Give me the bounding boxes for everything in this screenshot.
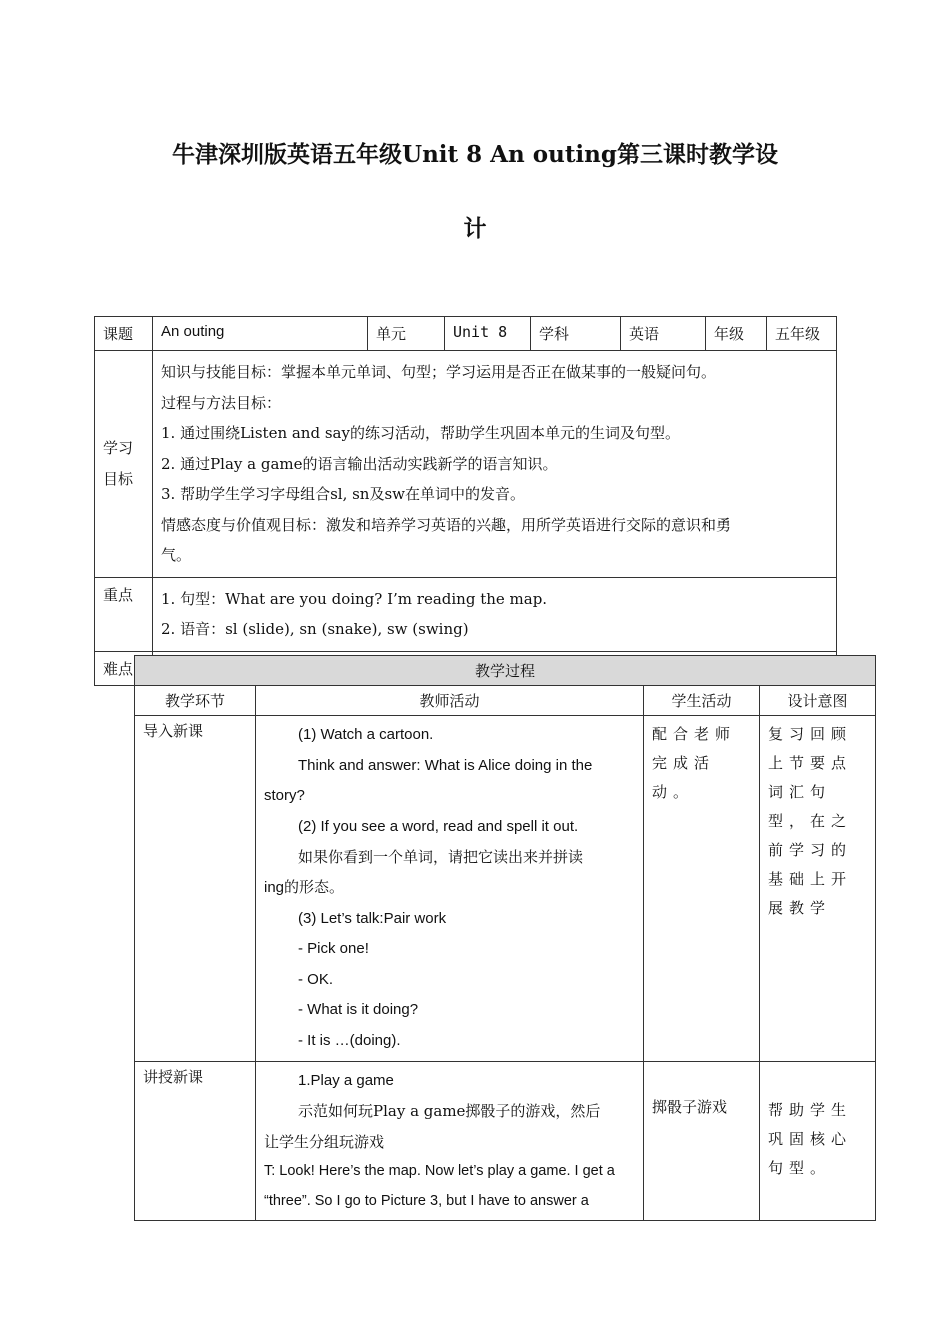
design-intent-cell: 帮助学生巩固核心句型。	[760, 1061, 876, 1221]
goals-label-line-2: 目标	[103, 469, 134, 488]
difficulty-label: 难点	[95, 651, 153, 685]
subject-label: 学科	[531, 317, 621, 351]
goals-label-line-1: 学习	[103, 439, 134, 458]
grade-label: 年级	[706, 317, 767, 351]
unit-label: 单元	[368, 317, 445, 351]
goal-line: 过程与方法目标：	[161, 393, 282, 412]
document-title-line-1: 牛津深圳版英语五年级Unit 8 An outing第三课时教学设	[172, 141, 778, 168]
goal-line: 知识与技能目标：掌握本单元单词、句型；学习运用是否正在做某事的一般疑问句。	[161, 363, 717, 381]
teaching-process-table	[134, 655, 876, 1221]
goals-label	[95, 351, 153, 578]
key-points-content	[153, 577, 837, 651]
lesson-info-table	[94, 316, 837, 686]
teacher-line: “three”. So I go to Picture 3, but I have to answer a	[264, 1192, 589, 1209]
teacher-line: 1.Play a game	[298, 1071, 394, 1089]
goal-line: 情感态度与价值观目标：激发和培养学习英语的兴趣，用所学英语进行交际的意识和勇	[161, 515, 732, 534]
goal-line: 2. 通过Play a game的语言输出活动实践新学的语言知识。	[161, 454, 558, 473]
teacher-line: (1) Watch a cartoon.	[298, 726, 434, 743]
subject-value: 英语	[621, 317, 706, 351]
teacher-line: story?	[264, 787, 305, 805]
teacher-line: 让学生分组玩游戏	[264, 1132, 385, 1151]
topic-value: An outing	[153, 317, 368, 351]
key-points-label: 重点	[95, 577, 153, 651]
unit-value: Unit 8	[445, 317, 531, 351]
teacher-line: 示范如何玩Play a game掷骰子的游戏，然后	[298, 1102, 601, 1121]
teacher-line: (2) If you see a word, read and spell it out.	[298, 817, 579, 835]
process-title: 教学过程	[135, 656, 876, 686]
topic-label: 课题	[95, 317, 153, 351]
stage-cell: 导入新课	[135, 716, 256, 1062]
grade-value: 五年级	[767, 317, 837, 351]
teacher-line: Think and answer: What is Alice doing in the	[298, 756, 593, 774]
header-stage: 教学环节	[135, 686, 256, 716]
student-activity-cell: 配合老师完成活动。	[644, 716, 760, 1062]
teacher-line: - What is it doing?	[298, 1001, 419, 1019]
header-student: 学生活动	[644, 686, 760, 716]
teacher-line: T: Look! Here’s the map. Now let’s play a game. I get a	[264, 1163, 615, 1180]
goals-content	[153, 351, 837, 578]
teacher-line: 如果你看到一个单词，请把它读出来并拼读	[298, 848, 584, 867]
teacher-line: ing的形态。	[264, 878, 345, 896]
document-title-line-2: 计	[463, 215, 487, 242]
teacher-activity-cell	[256, 716, 644, 1062]
key-point-line: 2. 语音：sl (slide), sn (snake), sw (swing)	[161, 620, 469, 638]
design-intent-cell: 复习回顾上节要点词汇句型，在之前学习的基础上开展教学	[760, 716, 876, 1062]
goal-line: 气。	[161, 546, 192, 564]
teacher-line: - It is …(doing).	[298, 1031, 401, 1049]
goal-line: 1. 通过围绕Listen and say的练习活动，帮助学生巩固本单元的生词及句型。	[161, 424, 680, 442]
goal-line: 3. 帮助学生学习字母组合sl, sn及sw在单词中的发音。	[161, 485, 526, 503]
teacher-line: (3) Let’s talk:Pair work	[298, 909, 447, 927]
teacher-line: - Pick one!	[298, 940, 369, 958]
header-intent: 设计意图	[760, 686, 876, 716]
teacher-line: - OK.	[298, 970, 334, 988]
student-activity-cell: 掷骰子游戏	[644, 1061, 760, 1221]
header-teacher: 教师活动	[256, 686, 644, 716]
key-point-line: 1. 句型：What are you doing? I’m reading the map.	[161, 589, 548, 608]
teacher-activity-cell	[256, 1061, 644, 1221]
stage-cell: 讲授新课	[135, 1061, 256, 1221]
